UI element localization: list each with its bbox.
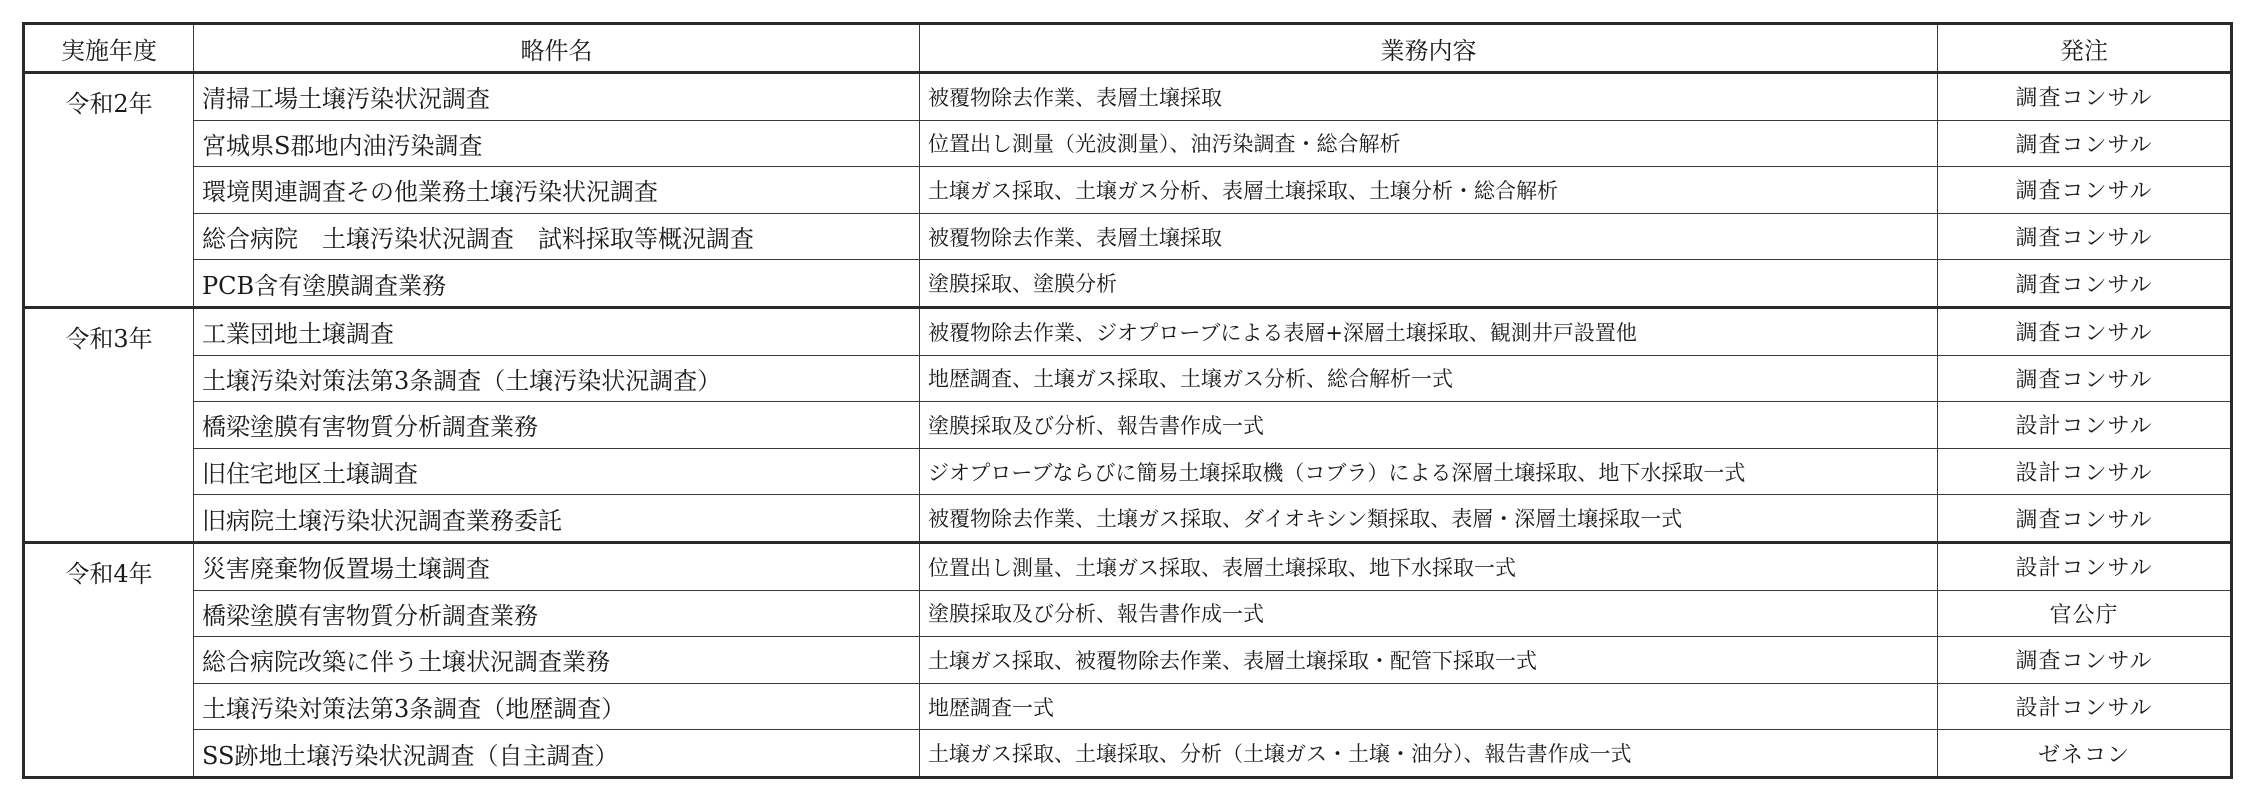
table-row (24, 213, 2232, 260)
header-row (24, 24, 2232, 73)
project-name-cell: 橋梁塗膜有害物質分析調査業務 (194, 402, 920, 449)
project-name-cell: 総合病院改築に伴う土壌状況調査業務 (194, 637, 920, 684)
table-row (24, 120, 2232, 167)
table-row (24, 542, 2232, 590)
table-row (24, 307, 2232, 355)
project-name-cell: 宮城県S郡地内油汚染調査 (194, 120, 920, 167)
work-content-cell: 塗膜採取及び分析、報告書作成一式 (920, 590, 1938, 637)
project-name-cell: 旧住宅地区土壌調査 (194, 448, 920, 495)
project-name-cell: 総合病院 土壌汚染状況調査 試料採取等概況調査 (194, 213, 920, 260)
table-row (24, 73, 2232, 121)
project-name-cell: 環境関連調査その他業務土壌汚染状況調査 (194, 167, 920, 214)
project-name-cell: 清掃工場土壌汚染状況調査 (194, 73, 920, 121)
table-row (24, 402, 2232, 449)
orderer-cell: ゼネコン (1938, 730, 2232, 778)
table-body (24, 73, 2232, 778)
header-year: 実施年度 (24, 24, 194, 73)
project-name-cell: PCB含有塗膜調査業務 (194, 260, 920, 308)
table-row (24, 730, 2232, 778)
orderer-cell: 調査コンサル (1938, 73, 2232, 121)
project-name-cell: 土壌汚染対策法第3条調査（土壌汚染状況調査） (194, 355, 920, 402)
table-row (24, 448, 2232, 495)
survey-results-table (22, 22, 2233, 779)
work-content-cell: 位置出し測量（光波測量）、油汚染調査・総合解析 (920, 120, 1938, 167)
work-content-cell: 被覆物除去作業、表層土壌採取 (920, 213, 1938, 260)
work-content-cell: 塗膜採取、塗膜分析 (920, 260, 1938, 308)
orderer-cell: 官公庁 (1938, 590, 2232, 637)
orderer-cell: 調査コンサル (1938, 260, 2232, 308)
project-name-cell: 工業団地土壌調査 (194, 307, 920, 355)
work-content-cell: 土壌ガス採取、土壌ガス分析、表層土壌採取、土壌分析・総合解析 (920, 167, 1938, 214)
table-row (24, 355, 2232, 402)
header-content: 業務内容 (920, 24, 1938, 73)
table-row (24, 590, 2232, 637)
orderer-cell: 設計コンサル (1938, 542, 2232, 590)
table-row (24, 637, 2232, 684)
orderer-cell: 設計コンサル (1938, 683, 2232, 730)
project-name-cell: 橋梁塗膜有害物質分析調査業務 (194, 590, 920, 637)
table-row (24, 683, 2232, 730)
orderer-cell: 設計コンサル (1938, 448, 2232, 495)
work-content-cell: 地歴調査一式 (920, 683, 1938, 730)
work-content-cell: 地歴調査、土壌ガス採取、土壌ガス分析、総合解析一式 (920, 355, 1938, 402)
orderer-cell: 設計コンサル (1938, 402, 2232, 449)
year-cell: 令和3年 (24, 307, 194, 542)
year-cell: 令和2年 (24, 73, 194, 308)
work-content-cell: 塗膜採取及び分析、報告書作成一式 (920, 402, 1938, 449)
header-order: 発注 (1938, 24, 2232, 73)
work-content-cell: 被覆物除去作業、表層土壌採取 (920, 73, 1938, 121)
project-name-cell: 災害廃棄物仮置場土壌調査 (194, 542, 920, 590)
work-content-cell: 被覆物除去作業、ジオプローブによる表層+深層土壌採取、観測井戸設置他 (920, 307, 1938, 355)
project-name-cell: SS跡地土壌汚染状況調査（自主調査） (194, 730, 920, 778)
work-content-cell: 土壌ガス採取、土壌採取、分析（土壌ガス・土壌・油分）、報告書作成一式 (920, 730, 1938, 778)
orderer-cell: 調査コンサル (1938, 495, 2232, 543)
header-name: 略件名 (194, 24, 920, 73)
project-name-cell: 土壌汚染対策法第3条調査（地歴調査） (194, 683, 920, 730)
orderer-cell: 調査コンサル (1938, 355, 2232, 402)
orderer-cell: 調査コンサル (1938, 167, 2232, 214)
project-name-cell: 旧病院土壌汚染状況調査業務委託 (194, 495, 920, 543)
table-header (24, 24, 2232, 73)
orderer-cell: 調査コンサル (1938, 307, 2232, 355)
work-content-cell: 土壌ガス採取、被覆物除去作業、表層土壌採取・配管下採取一式 (920, 637, 1938, 684)
work-content-cell: ジオプローブならびに簡易土壌採取機（コブラ）による深層土壌採取、地下水採取一式 (920, 448, 1938, 495)
table-row (24, 167, 2232, 214)
table-row (24, 260, 2232, 308)
table-row (24, 495, 2232, 543)
survey-results-sheet (22, 22, 2230, 779)
year-cell: 令和4年 (24, 542, 194, 777)
orderer-cell: 調査コンサル (1938, 213, 2232, 260)
work-content-cell: 位置出し測量、土壌ガス採取、表層土壌採取、地下水採取一式 (920, 542, 1938, 590)
work-content-cell: 被覆物除去作業、土壌ガス採取、ダイオキシン類採取、表層・深層土壌採取一式 (920, 495, 1938, 543)
orderer-cell: 調査コンサル (1938, 120, 2232, 167)
orderer-cell: 調査コンサル (1938, 637, 2232, 684)
